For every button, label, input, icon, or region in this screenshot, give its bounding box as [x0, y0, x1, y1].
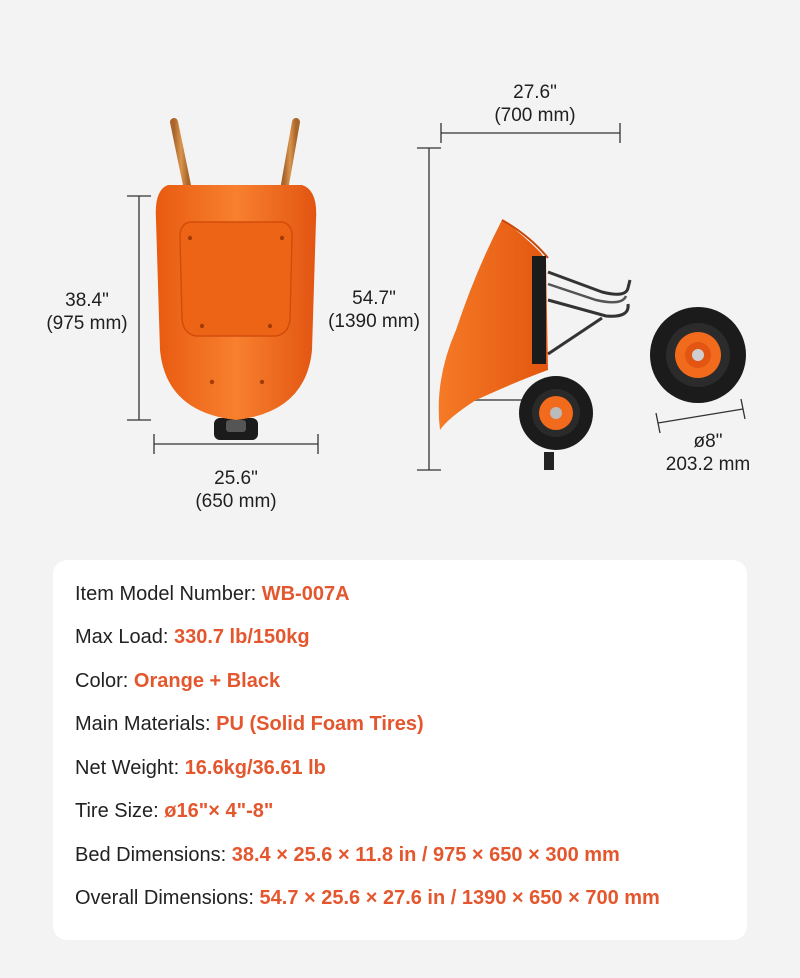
spec-row-bed-dimensions	[75, 843, 620, 867]
spec-label: Max Load:	[75, 626, 169, 648]
spec-label: Net Weight:	[75, 757, 180, 779]
overall-depth-label	[475, 81, 595, 127]
overall-depth-mm: (700 mm)	[494, 105, 576, 126]
spec-row-tire-size	[75, 799, 273, 823]
spec-value: 54.7 × 25.6 × 27.6 in / 1390 × 650 × 700 mm	[259, 887, 660, 909]
overall-height-label	[318, 287, 430, 333]
spec-value: PU (Solid Foam Tires)	[216, 713, 424, 735]
bed-width-label	[176, 467, 296, 513]
top-view-wheelbarrow	[156, 122, 316, 440]
wheel-diameter-dimension-line	[656, 399, 745, 433]
spec-row-max-load	[75, 625, 310, 649]
spec-row-color	[75, 669, 280, 693]
spec-value: 38.4 × 25.6 × 11.8 in / 975 × 650 × 300 mm	[231, 844, 620, 866]
spec-row-net-weight	[75, 756, 326, 780]
bed-height-mm: (975 mm)	[46, 313, 128, 334]
spec-label: Main Materials:	[75, 713, 211, 735]
spec-value: 330.7 lb/150kg	[173, 626, 310, 648]
side-view-wheelbarrow	[439, 142, 630, 470]
bed-height-inches: 38.4"	[65, 290, 109, 311]
wheel-diameter-mm: 203.2 mm	[665, 454, 751, 475]
overall-height-mm: (1390 mm)	[328, 311, 420, 332]
spec-value: ø16"× 4"-8"	[164, 800, 274, 822]
spec-card	[53, 560, 747, 940]
bed-width-inches: 25.6"	[214, 468, 258, 489]
spec-row-materials	[75, 712, 424, 736]
bed-height-label	[33, 289, 141, 335]
spec-row-model	[75, 582, 350, 606]
wheel-diameter-label	[648, 430, 768, 476]
spec-label: Bed Dimensions:	[75, 844, 227, 866]
spec-label: Tire Size:	[75, 800, 159, 822]
spec-value: WB-007A	[261, 583, 350, 605]
spec-label: Color:	[75, 670, 129, 692]
spec-value: 16.6kg/36.61 lb	[184, 757, 326, 779]
wheel-diameter-inches: ø8"	[693, 431, 723, 452]
spec-label: Item Model Number:	[75, 583, 257, 605]
overall-height-inches: 54.7"	[352, 288, 396, 309]
spec-row-overall-dimensions	[75, 886, 660, 910]
bed-width-mm: (650 mm)	[195, 491, 277, 512]
overall-depth-inches: 27.6"	[513, 82, 557, 103]
spec-label: Overall Dimensions:	[75, 887, 254, 909]
tire-side-view	[650, 307, 746, 403]
spec-value: Orange + Black	[133, 670, 281, 692]
